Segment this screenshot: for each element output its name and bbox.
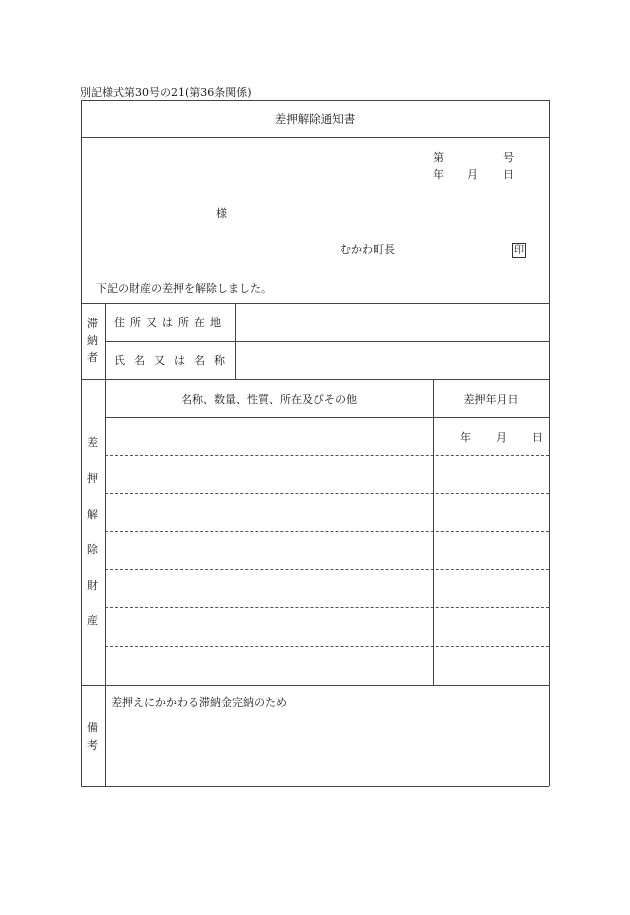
- form-border-left: [81, 100, 82, 786]
- property-row-line: [105, 607, 549, 608]
- seizure-date-month: 月: [496, 431, 507, 444]
- issue-date-year: 年: [433, 168, 444, 181]
- issue-date-month: 月: [467, 168, 478, 181]
- taxpayer-value-divider: [235, 303, 236, 379]
- form-border-right: [549, 100, 550, 786]
- property-row-line: [105, 646, 549, 647]
- notice-text: 下記の財産の差押を解除しました。: [96, 282, 272, 295]
- title-divider: [81, 137, 549, 138]
- form-border-top: [81, 100, 549, 101]
- form-border-bottom: [81, 786, 549, 787]
- remarks-text[interactable]: 差押えにかかわる滞納金完納のため: [111, 696, 287, 709]
- issuer-name: むかわ町長: [340, 243, 395, 256]
- doc-number-prefix: 第: [433, 151, 444, 164]
- seizure-date-header: 差押年月日: [463, 393, 519, 406]
- seal-mark: 印: [514, 245, 524, 256]
- seizure-date-year: 年: [460, 431, 471, 444]
- property-section-divider: [81, 685, 549, 686]
- doc-number-suffix: 号: [503, 151, 514, 164]
- property-row-line: [105, 493, 549, 494]
- issue-date-day: 日: [503, 168, 514, 181]
- date-column-divider: [433, 379, 434, 685]
- name-label: 氏名又は名称: [114, 354, 234, 367]
- form-number-note: 別記様式第30号の21(第36条関係): [80, 86, 252, 99]
- property-row-line: [105, 531, 549, 532]
- property-header-divider: [105, 417, 549, 418]
- header-section-divider: [81, 303, 549, 304]
- addressee-suffix: 様: [216, 207, 227, 220]
- property-row-line: [105, 455, 549, 456]
- address-label: 住所又は所在地: [114, 316, 226, 329]
- taxpayer-row-divider: [105, 341, 549, 342]
- label-column-divider: [105, 303, 106, 786]
- seizure-date-day: 日: [532, 431, 543, 444]
- property-description-header: 名称、数量、性質、所在及びその他: [181, 393, 357, 406]
- property-row-line: [105, 569, 549, 570]
- taxpayer-section-divider: [81, 379, 549, 380]
- document-title: 差押解除通知書: [274, 112, 356, 126]
